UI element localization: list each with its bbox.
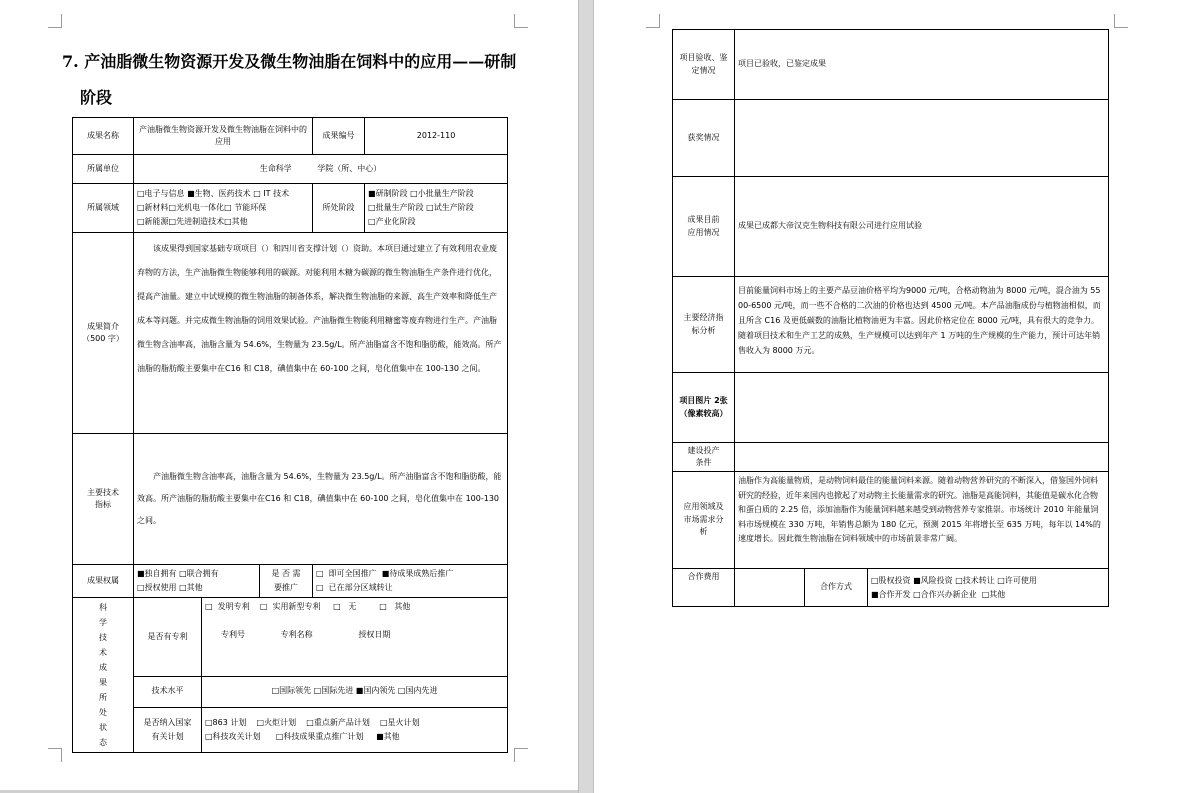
- plan-options[interactable]: [202, 707, 508, 752]
- intro-label-cell: [73, 233, 134, 434]
- tech-label2: 指标: [95, 500, 111, 509]
- name-value: 产油脂微生物资源开发及微生物油脂在饲料中的应用: [134, 118, 313, 155]
- econ-label-cell: [673, 277, 735, 373]
- row-market: [673, 472, 1109, 569]
- tech-text: 产油脂微生物含油率高，油脂含量为 54.6%，生物量为 23.5g/L。所产油脂富含不饱和脂肪酸，能效高。所产油脂的脂肪酸主要集中在C16 和 C18，碘值集中在 60-100 之间，皂化值集中在 100-130 之间。: [134, 434, 508, 565]
- econ-value: 目前能量饲料市场上的主要产品豆油价格平均为9000 元/吨，合格动物油为 8000 元/吨，混合油为 5500-6500 元/吨，而一些不合格的二次油的价格也达到 4500 元/吨。本产品油脂成份与植物油相似，而且所含 C16 及更低碳数的油脂比植物油更为丰富。因此价格定位在 8000 元/吨，具有很大的竞争力。随着项目技术和生产工艺的成熟，生产规模可以达到年产 1 万吨的生产规模的生产能力，预计可达年销售收入为 8000 万元。: [735, 277, 1109, 373]
- mode-options[interactable]: [868, 569, 1109, 607]
- accept-label-cell: [673, 30, 735, 100]
- market-label: 应用领域及: [683, 502, 724, 512]
- fee-label: 合作费用: [673, 569, 735, 607]
- promo-line2: □ 已在部分区域转让: [316, 583, 393, 592]
- photo-label2: （像素较高）: [679, 408, 728, 418]
- field-line3: □新能源□先进制造技术□其他: [137, 217, 248, 226]
- crop-mark: [48, 14, 62, 28]
- status-char: 果: [99, 678, 107, 687]
- rights-label: 成果权属: [73, 565, 134, 598]
- econ-label2: 标分析: [691, 325, 716, 335]
- status-char: 科: [99, 603, 107, 612]
- accept-label: 项目验收、鉴: [679, 53, 728, 63]
- plan-line1: □863 计划 □火炬计划 □重点新产品计划 □星火计划: [205, 717, 420, 727]
- invest-label-cell: [673, 443, 735, 472]
- title-line2: 阶段: [80, 88, 113, 107]
- rights-line2: □授权使用 □其他: [137, 583, 203, 592]
- market-label3: 析: [699, 527, 708, 537]
- market-label-cell: [673, 472, 735, 569]
- status-char: 术: [99, 648, 107, 657]
- patent-cell[interactable]: [202, 598, 508, 677]
- accept-value: 项目已验收，已鉴定成果: [735, 30, 1109, 100]
- row-plan: [73, 707, 508, 752]
- row-level: [73, 676, 508, 707]
- intro-label: 成果简介: [87, 321, 119, 331]
- photo-area: [735, 373, 1109, 443]
- status-char: 状: [99, 723, 107, 732]
- row-intro: [73, 233, 508, 434]
- row-apply: [673, 177, 1109, 277]
- invest-label: 建设投产: [687, 446, 720, 455]
- document-page-right: [594, 0, 1178, 793]
- award-label: 获奖情况: [673, 100, 735, 177]
- market-label2: 市场需求分: [683, 514, 724, 524]
- field-line1: □电子与信息 ■生物、医药技术 □ IT 技术: [137, 189, 290, 198]
- patent-label: 是否有专利: [134, 598, 202, 677]
- patent-header: 专利号 专利名称 授权日期: [221, 630, 391, 640]
- name-label: 成果名称: [73, 118, 134, 155]
- field-line2: □新材料□光机电一体化□ 节能环保: [137, 203, 267, 212]
- number-label: 成果编号: [313, 118, 365, 155]
- intro-sub: （500 字）: [82, 334, 124, 343]
- status-label-cell: [73, 598, 134, 753]
- status-char: 态: [99, 738, 107, 747]
- stage-label: 所处阶段: [313, 184, 365, 233]
- status-char: 成: [99, 663, 107, 672]
- crop-mark: [514, 14, 528, 28]
- status-char: 所: [99, 693, 107, 702]
- tech-label-cell: [73, 434, 134, 565]
- stage-line2: □批量生产阶段 □试生产阶段: [368, 203, 474, 212]
- level-label: 技术水平: [134, 676, 202, 707]
- plan-label: 是否纳入国家: [143, 717, 192, 727]
- rights-line1: ■独自拥有 □联合拥有: [137, 569, 219, 578]
- achievement-form-table: [72, 117, 508, 753]
- row-coop: [673, 569, 1109, 607]
- row-econ: [673, 277, 1109, 373]
- promo-label2: 要推广: [274, 583, 299, 592]
- section-title: [62, 44, 532, 116]
- field-options[interactable]: [134, 184, 313, 233]
- crop-mark: [646, 14, 660, 28]
- econ-label: 主要经济指: [683, 313, 724, 323]
- number-value: 2012-110: [365, 118, 508, 155]
- patent-options: □ 发明专利 □ 实用新型专利 □ 无 □ 其他: [205, 602, 411, 611]
- row-rights: [73, 565, 508, 598]
- stage-line1: ■研制阶段 □小批量生产阶段: [368, 189, 474, 198]
- accept-label2: 定情况: [691, 65, 716, 75]
- status-vertical-label: [76, 600, 130, 750]
- tech-label: 主要技术: [87, 487, 119, 497]
- row-name: [73, 118, 508, 155]
- row-unit: [73, 155, 508, 184]
- document-page-left: [0, 0, 578, 793]
- stage-options[interactable]: [365, 184, 508, 233]
- invest-label2: 条件: [695, 458, 712, 467]
- apply-label-cell: [673, 177, 735, 277]
- rights-options[interactable]: [134, 565, 260, 598]
- crop-mark: [1114, 14, 1128, 28]
- status-char: 技: [99, 633, 107, 642]
- row-invest: [673, 443, 1109, 472]
- title-line1: 7. 产油脂微生物资源开发及微生物油脂在饲料中的应用——研制: [62, 52, 517, 71]
- page-gutter: [578, 0, 594, 793]
- unit-value: 生命科学 学院（所、中心）: [134, 155, 508, 184]
- apply-label: 成果目前: [687, 215, 720, 225]
- apply-label2: 应用情况: [687, 227, 720, 237]
- plan-line2: □科技攻关计划 □科技成果重点推广计划 ■其他: [205, 731, 400, 741]
- row-patent: [73, 598, 508, 677]
- promo-label-cell: [260, 565, 313, 598]
- photo-label: 项目图片 2张: [679, 396, 728, 406]
- row-field: [73, 184, 508, 233]
- stage-line3: □产业化阶段: [368, 217, 416, 226]
- plan-label-cell: [134, 707, 202, 752]
- field-label: 所属领域: [73, 184, 134, 233]
- row-award: [673, 100, 1109, 177]
- promo-line1: □ 即可全国推广 ■待成果成熟后推广: [316, 569, 454, 578]
- row-photo: [673, 373, 1109, 443]
- mode-line2: ■合作开发 □合作兴办新企业 □其他: [871, 589, 1006, 599]
- row-accept: [673, 30, 1109, 100]
- crop-mark: [514, 748, 528, 762]
- crop-mark: [48, 748, 62, 762]
- invest-value: [735, 443, 1109, 472]
- level-options[interactable]: □国际领先 □国际先进 ■国内领先 □国内先进: [202, 676, 508, 707]
- mode-line1: □股权投资 ■风险投资 □技术转让 □许可使用: [871, 575, 1037, 585]
- mode-label: 合作方式: [805, 569, 868, 607]
- plan-label2: 有关计划: [151, 731, 184, 741]
- promo-options[interactable]: [313, 565, 508, 598]
- market-value: 油脂作为高能量物质，是动物饲料最佳的能量饲料来源。随着动物营养研究的不断深入，借鉴国外饲料研究的经验，近年来国内也掀起了对动物主长能量需求的研究。油脂是高能饲料，其能值是碳水化合物和蛋白质的 2.25 倍，添加油脂作为能量饲料越来越受到动物营养专家推崇。市场统计 2010 年能量饲料市场规模在 330 万吨，年销售总额为 180 亿元，预测 2015 年将增长至 635 万吨，每年以 14%的速度增长。因此微生物油脂在饲料领域中的市场前景非常广阔。: [735, 472, 1109, 569]
- fee-value: [735, 569, 805, 607]
- status-char: 学: [99, 618, 107, 627]
- apply-value: 成果已成都大帝汉克生物科技有限公司进行应用试验: [735, 177, 1109, 277]
- intro-text: 该成果得到国家基础专项项目（）和四川省支撑计划（）资助。本项目通过建立了有效利用农业废弃物的方法，生产油脂微生物能够利用的碳源。对能利用木糖为碳源的微生物油脂生产条件进行优化，提高产油量。建立中试规模的微生物油脂的制备体系，解决微生物油脂的来源、高生产效率和降低生产成本等问题。并完成微生物油脂的饲用效果试验。产油脂微生物能利用糖蜜等废弃物进行生产。产油脂微生物含油率高，油脂含量为 54.6%，生物量为 23.5g/L。所产油脂富含不饱和脂肪酸，能效高。所产油脂的脂肪酸主要集中在C16 和 C18，碘值集中在 60-100 之间，皂化值集中在 100-130 之间。: [134, 233, 508, 434]
- unit-label: 所属单位: [73, 155, 134, 184]
- status-char: 处: [99, 708, 107, 717]
- achievement-form-table-cont: [672, 29, 1109, 607]
- row-tech: [73, 434, 508, 565]
- promo-label: 是 否 需: [271, 569, 301, 578]
- photo-label-cell: [673, 373, 735, 443]
- award-value: [735, 100, 1109, 177]
